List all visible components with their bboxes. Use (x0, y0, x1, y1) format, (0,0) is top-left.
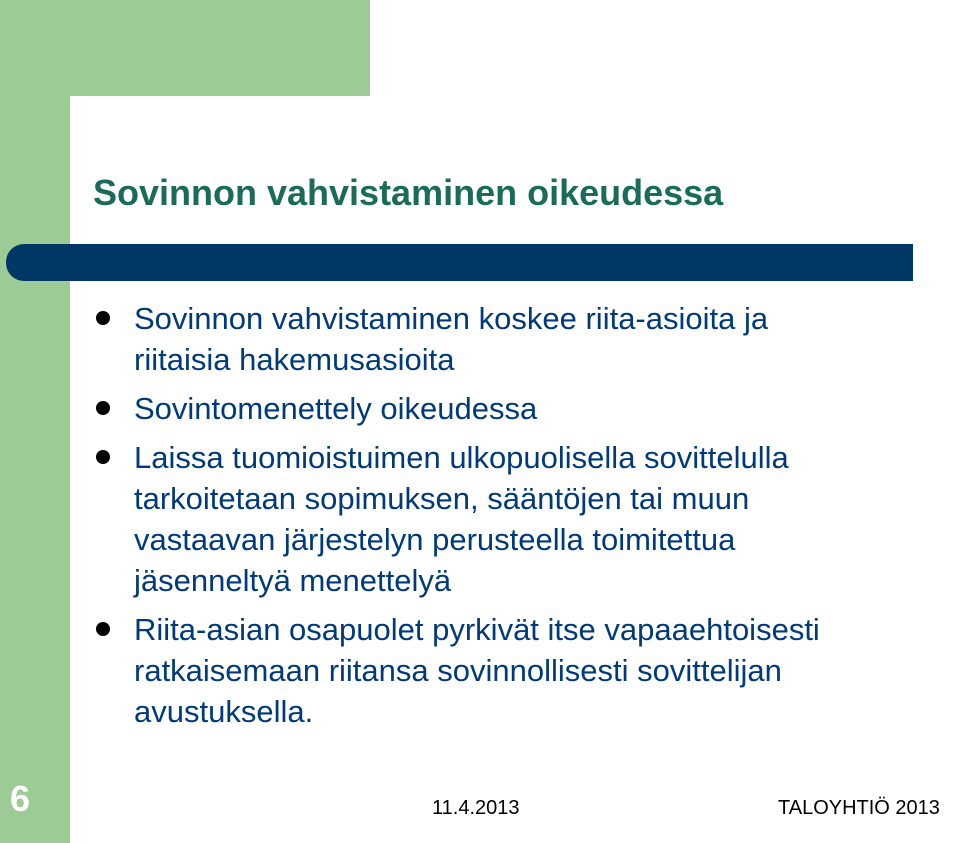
green-sidebar (0, 0, 70, 843)
bullet-line: riitaisia hakemusasioita (134, 342, 455, 377)
bullet-line: vastaavan järjestelyn perusteella toimitettua (134, 522, 736, 557)
bullet-dot (96, 450, 110, 464)
bullet-line: jäsenneltyä menettelyä (134, 563, 452, 598)
bullet-line: Sovintomenettely oikeudessa (134, 391, 538, 426)
bullet-dot (96, 311, 110, 325)
bullet-dot (96, 622, 110, 636)
bullet-dot (96, 401, 110, 415)
footer-date: 11.4.2013 (432, 797, 520, 819)
bullet-line: avustuksella. (134, 694, 314, 729)
bullet-line: tarkoitetaan sopimuksen, sääntöjen tai muun (134, 481, 750, 516)
bullet-line: Laissa tuomioistuimen ulkopuolisella sovittelulla (134, 440, 789, 475)
slide-title: Sovinnon vahvistaminen oikeudessa (93, 172, 724, 213)
green-top-block (0, 0, 370, 96)
bullet-line: Riita-asian osapuolet pyrkivät itse vapaaehtoisesti (134, 612, 820, 647)
slide-number: 6 (10, 778, 31, 819)
title-underline-bar (6, 244, 913, 281)
bullet-line: Sovinnon vahvistaminen koskee riita-asioita ja (134, 301, 769, 336)
footer-organization: TALOYHTIÖ 2013 (778, 797, 940, 819)
bullet-line: ratkaisemaan riitansa sovinnollisesti sovittelijan (134, 653, 782, 688)
